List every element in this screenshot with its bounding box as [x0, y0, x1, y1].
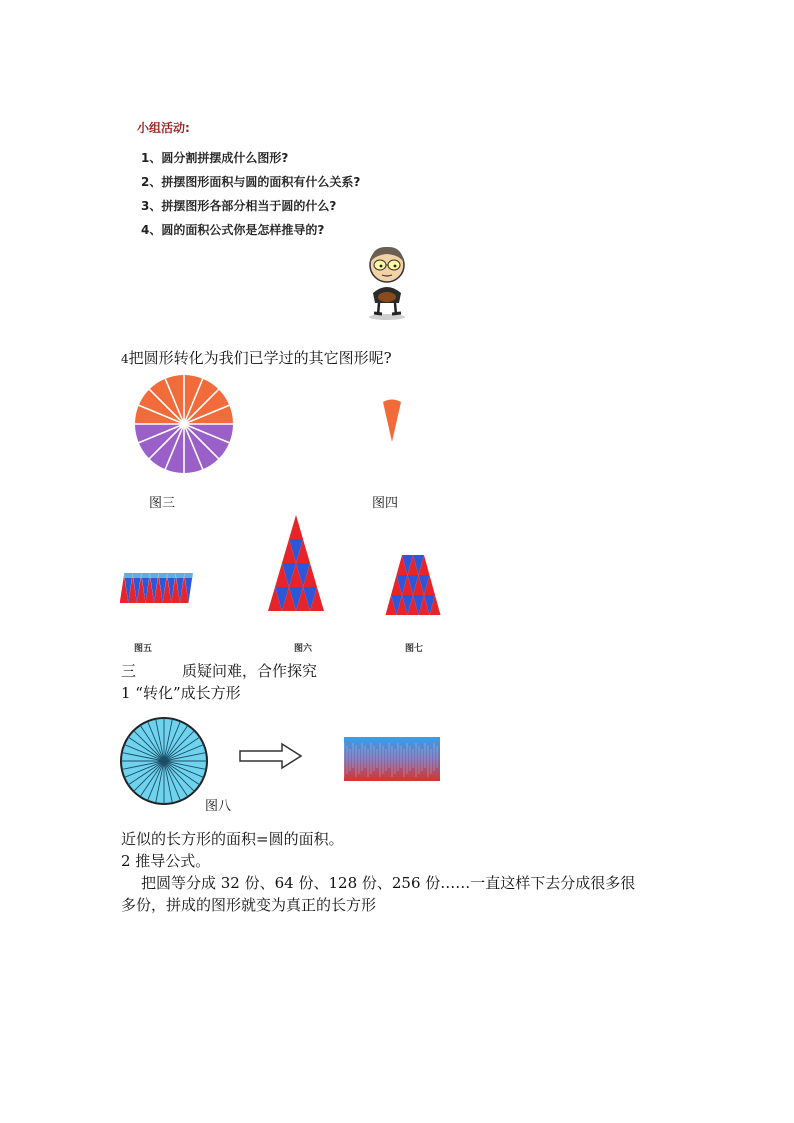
divided-circle-figure: [130, 372, 238, 476]
section3-number: 三: [121, 662, 137, 680]
activity-question-4: 4、圆的面积公式你是怎样推导的?: [141, 223, 325, 237]
section4-text: 把圆形转化为我们已学过的其它图形呢?: [128, 349, 392, 367]
figure8-caption: 图八: [205, 799, 232, 814]
figure7-caption: 图七: [405, 644, 424, 654]
activity-question-3: 3、拼摆图形各部分相当于圆的什么?: [141, 199, 337, 213]
paragraph-approximate-rectangle: 近似的长方形的面积=圆的面积。: [121, 830, 344, 848]
activity-question-2: 2、拼摆图形面积与圆的面积有什么关系?: [141, 175, 361, 189]
activity-question-1: 1、圆分割拼摆成什么图形?: [141, 151, 289, 165]
trapezoid-arrangement-figure: [383, 553, 443, 616]
right-arrow-icon: [238, 742, 304, 770]
paragraph-division-line1: 把圆等分成 32 份、64 份、128 份、256 份……一直这样下去分成很多很: [141, 874, 636, 892]
figure5-caption: 图五: [134, 644, 153, 654]
parallelogram-arrangement-figure: [120, 571, 198, 605]
finely-divided-circle-figure: [118, 716, 210, 806]
red-sector: [289, 515, 303, 539]
single-sector-figure: [380, 398, 404, 444]
item1-heading: 1 “转化”成长方形: [121, 684, 241, 702]
figure6-caption: 图六: [294, 644, 313, 654]
thinking-character-illustration: [356, 243, 418, 321]
section4-number: 4: [121, 352, 129, 366]
figure3-caption: 图三: [149, 496, 176, 511]
item2-heading: 2 推导公式。: [121, 852, 211, 870]
section3-title: 质疑问难，合作探究: [182, 662, 318, 680]
activity-title: 小组活动:: [137, 121, 190, 135]
triangle-arrangement-figure: [268, 515, 324, 613]
approximate-rectangle-figure: [344, 737, 440, 781]
figure4-caption: 图四: [372, 496, 399, 511]
paragraph-division-line2: 多份，拼成的图形就变为真正的长方形: [121, 896, 377, 914]
top-arc-band: [124, 573, 193, 578]
section4-line: [121, 347, 392, 368]
